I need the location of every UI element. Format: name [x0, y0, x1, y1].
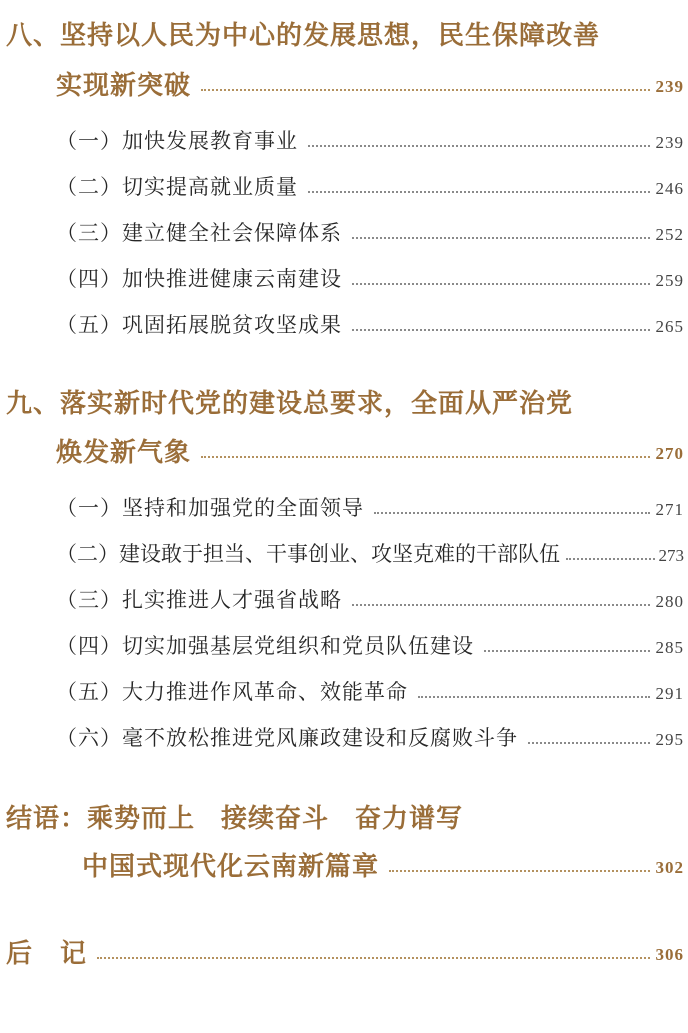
section-8-title-line1: [6, 20, 688, 52]
dot-leader: [201, 456, 649, 458]
page-number: 280: [655, 592, 684, 611]
page-number: 285: [655, 638, 684, 657]
dot-leader: [528, 742, 650, 744]
dot-leader: [566, 558, 655, 560]
toc-entry-9-1[interactable]: [56, 494, 688, 522]
page-number: 246: [655, 179, 684, 198]
dot-leader: [352, 329, 650, 331]
toc-entry-8-5[interactable]: [56, 311, 688, 339]
toc-entry-label: （六）毫不放松推进党风廉政建设和反腐败斗争: [56, 726, 518, 750]
page-number: 295: [655, 730, 684, 749]
page-number: 252: [655, 225, 684, 244]
toc-entry-label: （四）加快推进健康云南建设: [56, 267, 342, 291]
section-9-title-text[interactable]: 九、落实新时代党的建设总要求，全面从严治党: [6, 389, 574, 419]
page-number: 271: [655, 500, 684, 519]
section-8-title-continuation: 实现新突破: [56, 71, 192, 101]
toc-entry-8-1[interactable]: [56, 127, 688, 155]
dot-leader: [374, 512, 650, 514]
conclusion-prefix: 结语：: [6, 804, 88, 834]
section-9-title-line2[interactable]: [56, 437, 688, 469]
toc-entry-9-2[interactable]: [56, 540, 688, 568]
page-number: 273: [658, 546, 684, 565]
dot-leader: [389, 870, 649, 872]
section-9-title-continuation: 焕发新气象: [56, 438, 192, 468]
page-number: 265: [655, 317, 684, 336]
page-number: 306: [655, 945, 684, 964]
toc-entry-label: （三）建立健全社会保障体系: [56, 221, 342, 245]
toc-entry-8-2[interactable]: [56, 173, 688, 201]
conclusion-title-line2[interactable]: [82, 851, 688, 883]
toc-entry-label: （五）大力推进作风革命、效能革命: [56, 680, 408, 704]
conclusion-title-line1[interactable]: [6, 803, 688, 835]
dot-leader: [201, 89, 649, 91]
toc-entry-label: （一）坚持和加强党的全面领导: [56, 496, 364, 520]
dot-leader: [308, 145, 650, 147]
conclusion-phrase-1: 乘势而上: [87, 804, 196, 834]
afterword-entry[interactable]: [6, 938, 688, 970]
conclusion-phrase-3: 奋力谱写: [355, 804, 464, 834]
toc-entry-label: （五）巩固拓展脱贫攻坚成果: [56, 313, 342, 337]
dot-leader: [418, 696, 650, 698]
page-number: 239: [655, 133, 684, 152]
page-number: 270: [655, 444, 684, 463]
conclusion-continuation: 中国式现代化云南新篇章: [82, 852, 380, 882]
page-number: 239: [655, 77, 684, 96]
toc-entry-label: （三）扎实推进人才强省战略: [56, 588, 342, 612]
dot-leader: [352, 237, 650, 239]
conclusion-phrase-2: 接续奋斗: [221, 804, 330, 834]
section-8-title-line2[interactable]: [56, 70, 688, 102]
dot-leader: [352, 283, 650, 285]
page-number: 259: [655, 271, 684, 290]
dot-leader: [352, 604, 650, 606]
toc-entry-9-4[interactable]: [56, 632, 688, 660]
toc-entry-9-3[interactable]: [56, 586, 688, 614]
afterword-label: 后 记: [6, 939, 88, 969]
dot-leader: [308, 191, 650, 193]
toc-entry-label: （四）切实加强基层党组织和党员队伍建设: [56, 634, 474, 658]
toc-entry-label: （二）切实提高就业质量: [56, 175, 298, 199]
toc-entry-9-6[interactable]: [56, 724, 688, 752]
dot-leader: [484, 650, 650, 652]
section-9-title-line1: [6, 388, 688, 420]
toc-entry-8-3[interactable]: [56, 219, 688, 247]
page-number: 302: [655, 858, 684, 877]
page-number: 291: [655, 684, 684, 703]
toc-entry-label: （一）加快发展教育事业: [56, 129, 298, 153]
section-8-title-text[interactable]: 八、坚持以人民为中心的发展思想，民生保障改善: [6, 21, 601, 51]
toc-entry-9-5[interactable]: [56, 678, 688, 706]
toc-entry-label: （二）建设敢于担当、干事创业、攻坚克难的干部队伍: [56, 542, 560, 566]
toc-entry-8-4[interactable]: [56, 265, 688, 293]
dot-leader: [97, 957, 649, 959]
